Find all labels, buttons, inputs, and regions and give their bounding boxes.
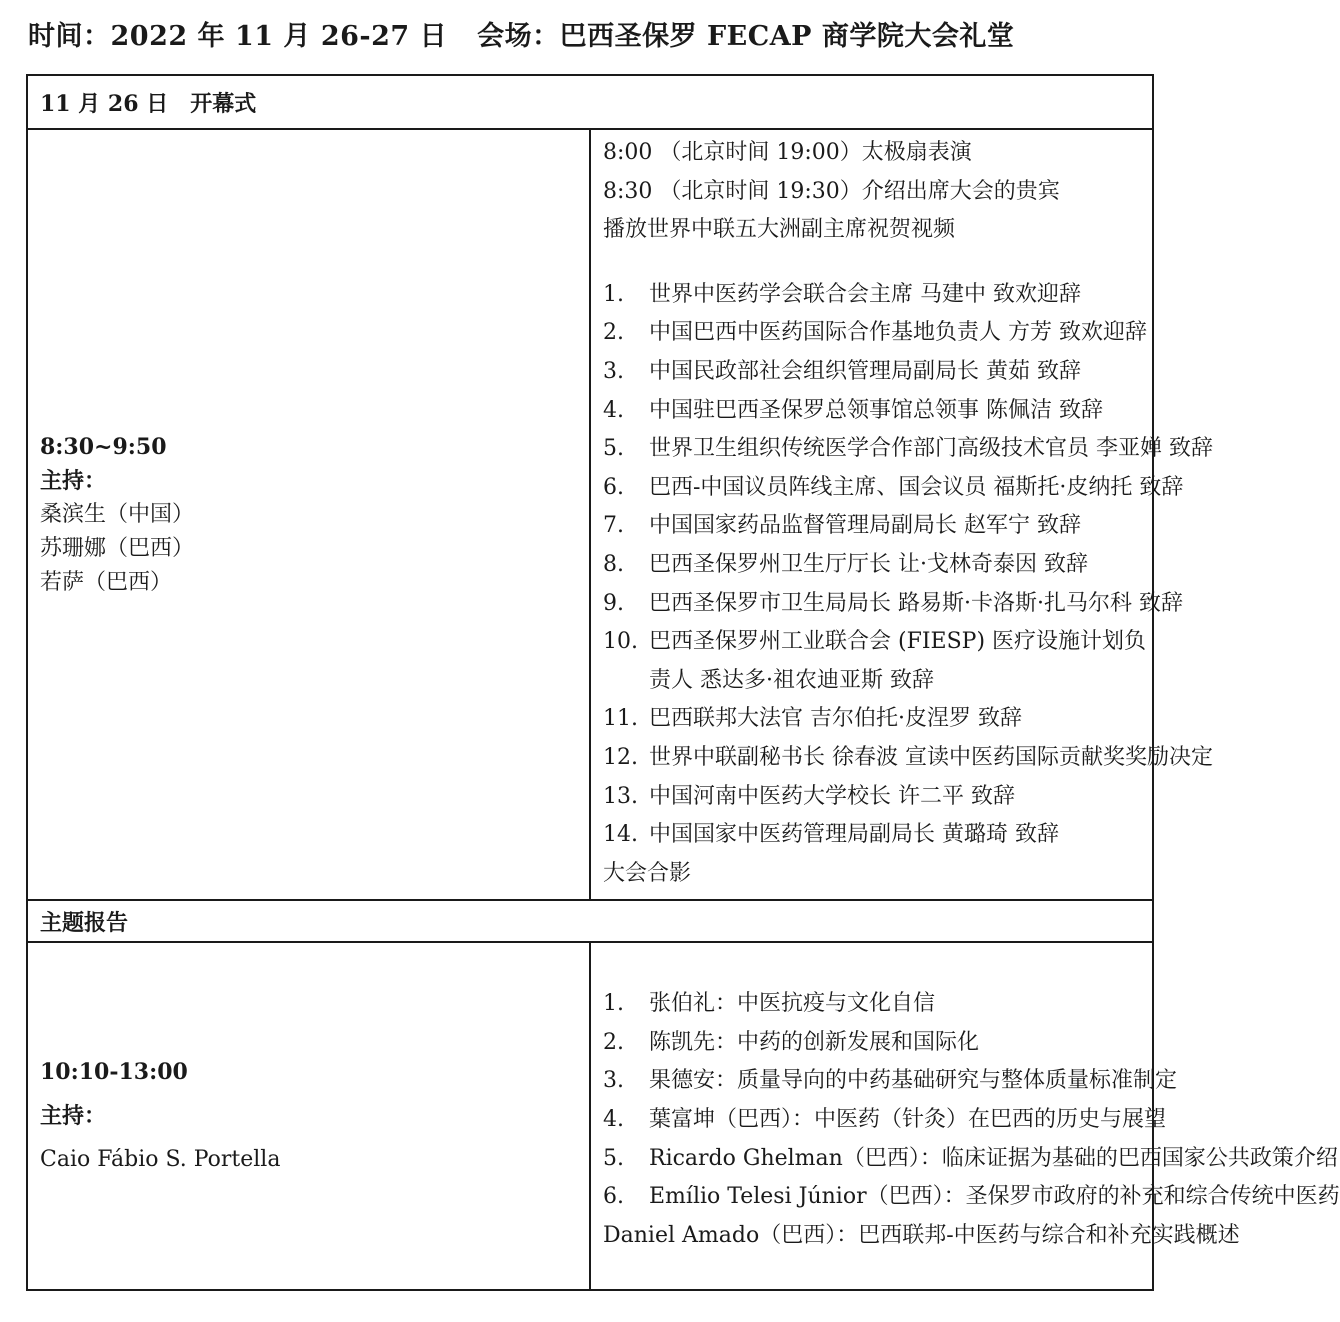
keynote-session-time: 10:10-13:00 — [40, 1059, 188, 1086]
speech-text: 中国河南中医药大学校长 许二平 致辞 — [649, 783, 1015, 809]
speech-item — [603, 778, 1152, 817]
report-item — [603, 1101, 1167, 1140]
agenda-intro-line: 8:30 （北京时间 19:30）介绍出席大会的贵宾 — [603, 178, 1060, 204]
report-number: 1. — [603, 991, 624, 1017]
speech-item — [603, 700, 1152, 739]
section-keynote-body — [27, 942, 1153, 1290]
speech-number: 7. — [603, 513, 624, 539]
opening-host-name: 苏珊娜（巴西） — [40, 535, 195, 561]
report-item — [603, 1062, 1178, 1101]
speech-number: 6. — [603, 474, 624, 500]
section-keynote-header — [27, 900, 1153, 942]
speech-number: 14. — [603, 822, 638, 848]
speech-item — [603, 507, 1152, 546]
program-table — [26, 74, 1340, 1291]
speech-item — [603, 276, 1152, 315]
speech-number: 4. — [603, 397, 624, 423]
report-item — [603, 985, 1152, 1024]
speech-text: 中国国家药品监督管理局副局长 赵军宁 致辞 — [649, 513, 1081, 539]
speech-number: 2. — [603, 320, 624, 346]
opening-session-info — [27, 129, 590, 900]
speech-text: 巴西-中国议员阵线主席、国会议员 福斯托·皮纳托 致辞 — [649, 474, 1184, 500]
agenda-intro-line: 8:00 （北京时间 19:00）太极扇表演 — [603, 140, 972, 165]
keynote-session-info — [27, 942, 590, 1290]
report-number: 5. — [603, 1145, 624, 1171]
speech-text: 中国巴西中医药国际合作基地负责人 方芳 致欢迎辞 — [649, 320, 1147, 346]
agenda-spacer — [603, 250, 1152, 276]
section-opening-date: 11 月 26 日 — [40, 90, 169, 117]
opening-host-name: 桑滨生（中国） — [40, 501, 195, 527]
report-number: 6. — [603, 1184, 624, 1210]
speech-number: 3. — [603, 358, 624, 384]
speech-number: 5. — [603, 436, 624, 462]
report-text: Emílio Telesi Júnior（巴西）：圣保罗市政府的补充和综合传统中医药 — [649, 1184, 1340, 1210]
report-text: 果德安：质量导向的中药基础研究与整体质量标准制定 — [649, 1068, 1178, 1094]
report-text: 张伯礼：中医抗疫与文化自信 — [649, 991, 936, 1017]
speech-number: 13. — [603, 783, 638, 809]
report-text: 葉富坤（巴西）：中医药（针灸）在巴西的历史与展望 — [649, 1107, 1167, 1133]
speech-text: 巴西圣保罗州工业联合会 (FIESP) 医疗设施计划负责人 悉达多·祖农迪亚斯 致辞 — [649, 629, 1147, 693]
speech-number: 11. — [603, 706, 638, 732]
keynote-host-label: 主持： — [40, 1103, 107, 1130]
report-number: 2. — [603, 1029, 624, 1055]
speech-item — [603, 314, 1152, 353]
speech-text: 中国国家中医药管理局副局长 黄璐琦 致辞 — [649, 822, 1059, 848]
event-time: 时间：2022 年 11 月 26-27 日 — [28, 21, 448, 52]
section-opening-header-cell — [27, 75, 1153, 129]
speech-number: 10. — [603, 629, 638, 655]
section-keynote-title: 主题报告 — [27, 900, 1153, 942]
speech-text: 中国驻巴西圣保罗总领事馆总领事 陈佩洁 致辞 — [649, 397, 1103, 423]
speech-number: 1. — [603, 281, 624, 307]
agenda-intro-line: 播放世界中联五大洲副主席祝贺视频 — [603, 217, 956, 243]
speech-item — [603, 816, 1152, 855]
speech-item — [603, 469, 1184, 508]
speech-number: 12. — [603, 744, 638, 770]
speech-number: 9. — [603, 590, 624, 616]
speech-item — [603, 392, 1152, 431]
speech-item — [603, 739, 1213, 778]
event-venue: 会场：巴西圣保罗 FECAP 商学院大会礼堂 — [477, 21, 1015, 52]
speech-text: 巴西圣保罗州卫生厅厅长 让·戈林奇泰因 致辞 — [649, 551, 1088, 577]
page-header — [28, 14, 1014, 53]
opening-host-name: 若萨（巴西） — [40, 569, 173, 595]
keynote-agenda — [590, 942, 1340, 1290]
report-number: 4. — [603, 1107, 624, 1133]
opening-host-label: 主持： — [40, 467, 107, 494]
speech-item — [603, 430, 1213, 469]
keynote-host-name: Caio Fábio S. Portella — [40, 1147, 281, 1173]
report-item — [603, 1178, 1340, 1217]
speech-item — [603, 585, 1183, 624]
opening-agenda — [590, 129, 1213, 900]
section-opening-header — [27, 75, 1153, 129]
section-opening-title: 开幕式 — [190, 90, 257, 117]
speech-text: 巴西圣保罗市卫生局局长 路易斯·卡洛斯·扎马尔科 致辞 — [649, 590, 1183, 616]
report-text: 陈凯先：中药的创新发展和国际化 — [649, 1029, 980, 1055]
report-number: 3. — [603, 1068, 624, 1094]
section-opening-body — [27, 129, 1153, 900]
speech-item — [603, 546, 1152, 585]
agenda-closing-line: 大会合影 — [603, 860, 692, 886]
report-last-line: Daniel Amado（巴西）：巴西联邦-中医药与综合和补充实践概述 — [603, 1222, 1240, 1248]
speech-item — [603, 353, 1152, 392]
speech-text: 中国民政部社会组织管理局副局长 黄茹 致辞 — [649, 358, 1081, 384]
speech-text: 世界卫生组织传统医学合作部门高级技术官员 李亚婵 致辞 — [649, 436, 1213, 462]
report-text: Ricardo Ghelman（巴西）：临床证据为基础的巴西国家公共政策介绍 — [649, 1145, 1338, 1171]
speech-item — [603, 623, 1152, 700]
speech-text: 世界中联副秘书长 徐春波 宣读中医药国际贡献奖奖励决定 — [649, 744, 1213, 770]
report-item — [603, 1140, 1338, 1179]
opening-session-time: 8:30~9:50 — [40, 433, 167, 460]
report-item — [603, 1024, 1152, 1063]
speech-text: 巴西联邦大法官 吉尔伯托·皮涅罗 致辞 — [649, 706, 1022, 732]
speech-text: 世界中医药学会联合会主席 马建中 致欢迎辞 — [649, 281, 1081, 307]
speech-number: 8. — [603, 551, 624, 577]
